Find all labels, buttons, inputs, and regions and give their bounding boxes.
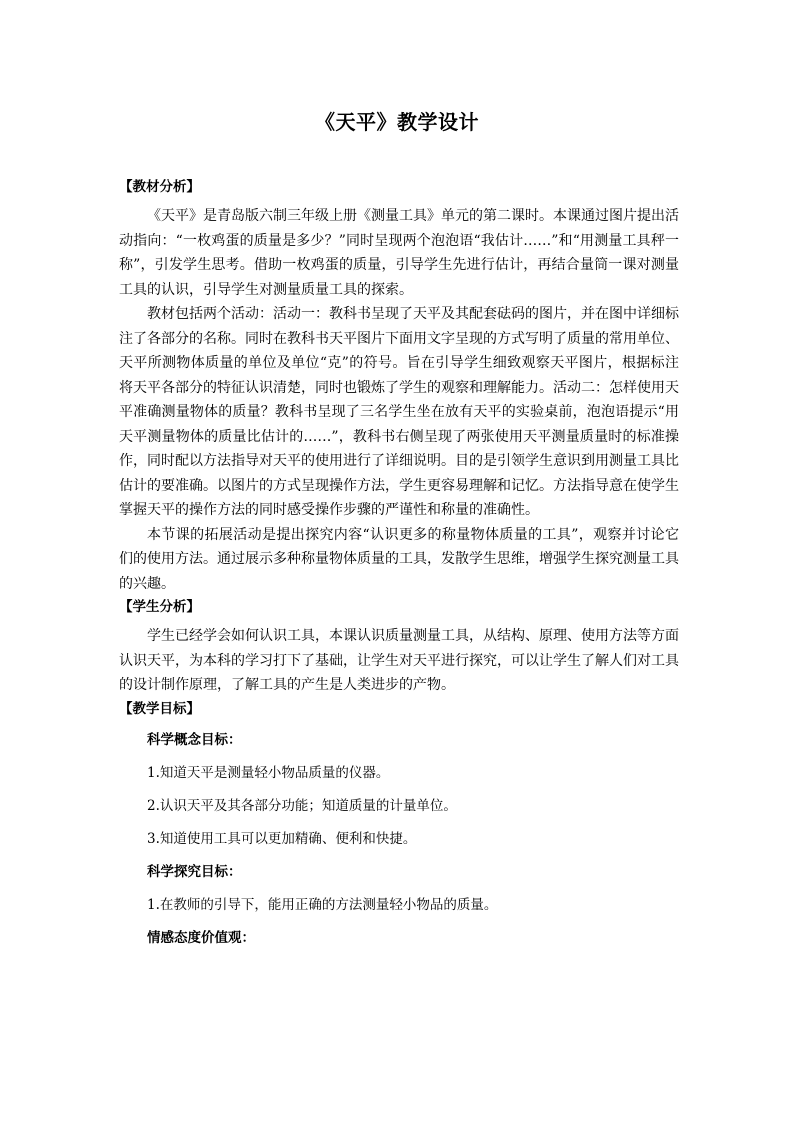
section-heading-textbook-analysis: 【教材分析】 — [119, 179, 200, 195]
paragraph: 学生已经学会如何认识工具，本课认识质量测量工具，从结构、原理、使用方法等方面认识天平，为本科的学习打下了基础，让学生对天平进行探究，可以让学生了解人们对工具的设计制作原理，了解工具的产生是人类进步的产物。 — [119, 628, 679, 693]
concept-goal-item: 3.知道使用工具可以更加精确、便利和快捷。 — [147, 830, 417, 847]
section-heading-teaching-goals: 【教学目标】 — [119, 700, 200, 717]
inquiry-goal-label: 科学探究目标： — [147, 863, 242, 880]
paragraph: 《天平》是青岛版六制三年级上册《测量工具》单元的第二课时。本课通过图片提出活动指向：“一枚鸡蛋的质量是多少？”同时呈现两个泡泡语“我估计……”和“用测量工具秤一称”，引发学生思考。借助一枚鸡蛋的质量，引导学生先进行估计，再结合量筒一课对测量工具的认识，引导学生对测量质量工具的探索。 — [119, 208, 679, 298]
attitude-goal-label: 情感态度价值观： — [147, 929, 255, 946]
document-body — [119, 176, 679, 949]
paragraph: 本节课的拓展活动是提出探究内容“认识更多的称量物体质量的工具”，观察并讨论它们的使用方法。通过展示多种称量物体质量的工具，发散学生思维，增强学生探究测量工具的兴趣。 — [119, 526, 679, 592]
concept-goal-item: 1.知道天平是测量轻小物品质量的仪器。 — [147, 764, 390, 781]
inquiry-goal-item: 1.在教师的引导下，能用正确的方法测量轻小物品的质量。 — [147, 896, 498, 913]
concept-goal-label: 科学概念目标： — [147, 731, 242, 748]
section-heading-student-analysis: 【学生分析】 — [119, 599, 200, 615]
document-title: 《天平》教学设计 — [315, 110, 479, 134]
paragraph: 教材包括两个活动：活动一：教科书呈现了天平及其配套砝码的图片，并在图中详细标注了各部分的名称。同时在教科书天平图片下面用文字呈现的方式写明了质量的常用单位、天平所测物体质量的单位及单位“克”的符号。旨在引导学生细致观察天平图片，根据标注将天平各部分的特征认识清楚，同时也锻炼了学生的观察和理解能力。活动二：怎样使用天平准确测量物体的质量？教科书呈现了三名学生坐在放有天平的实验桌前，泡泡语提示“用天平测量物体的质量比估计的……”，教科书右侧呈现了两张使用天平测量质量时的标准操作，同时配以方法指导对天平的使用进行了详细说明。目的是引领学生意识到用测量工具比估计的要准确。以图片的方式呈现操作方法，学生更容易理解和记忆。方法指导意在使学生掌握天平的操作方法的同时感受操作步骤的严谨性和称量的准确性。 — [119, 306, 679, 518]
concept-goal-item: 2.认识天平及其各部分功能；知道质量的计量单位。 — [147, 797, 457, 814]
